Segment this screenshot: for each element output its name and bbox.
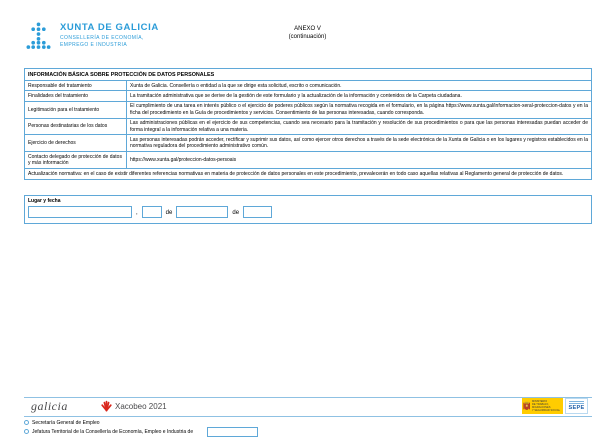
de-label-2: de (232, 210, 240, 216)
row-label: Contacto delegado de protección de datos y más información (25, 152, 127, 168)
radio-button-icon[interactable] (24, 429, 29, 434)
place-input[interactable] (28, 206, 132, 218)
galicia-logo: galicia (31, 399, 68, 413)
ministry-logo (522, 398, 563, 414)
dept-line-1: CONSELLERÍA DE ECONOMÍA, (60, 34, 144, 41)
ministry-line-1: MINISTERIO (531, 400, 548, 403)
annex-heading (0, 26, 615, 41)
footer-divider-bottom (24, 416, 592, 417)
row-label: Responsable del tratamiento (25, 81, 127, 90)
ministry-line-2: DE TRABAJO, MIGRACIONES (531, 403, 551, 409)
day-input[interactable] (142, 206, 162, 218)
sepe-text: SEPE (568, 405, 585, 411)
table-row (25, 80, 591, 90)
table-row (25, 118, 591, 135)
annex-title: ANEXO V (294, 26, 321, 32)
option-jefatura-label: Jefatura Territorial de la Consellería de Economía, Empleo e Industria de (32, 428, 194, 435)
comma-separator: , (136, 210, 138, 216)
ministry-line-3: Y SEGURIDAD SOCIAL (531, 409, 561, 412)
row-label: Ejercicio de derechos (25, 135, 127, 151)
dept-line-2: EMPREGO E INDUSTRIA (60, 42, 128, 48)
month-input[interactable] (176, 206, 228, 218)
option-jefatura[interactable] (24, 428, 193, 435)
place-and-date-label: Lugar y fecha (28, 198, 61, 204)
table-row (25, 134, 591, 151)
radio-button-icon[interactable] (24, 420, 29, 425)
xacobeo-shell-icon (101, 400, 112, 412)
row-value: Las administraciones públicas en el ejercicio de sus competencias, cuando sea necesario para la tramitación y resolución de sus procedimientos o para que las personas interesadas puedan acceder de forma integral a la información relativa a una materia. (130, 120, 588, 133)
jefatura-province-input[interactable] (207, 427, 258, 437)
data-protection-table (24, 68, 592, 180)
option-secretaria-label: Secretaría General de Empleo (32, 419, 100, 426)
de-label-1: de (165, 210, 173, 216)
spain-coat-of-arms-icon (523, 400, 530, 412)
row-value: Las personas interesadas podrán acceder, rectificar y suprimir sus datos, así como ejercer otros derechos a través de la sede electrónica de la Xunta de Galicia o en los lugares y registros establecidos en la normativa reguladora del procedimiento administrativo común. (130, 136, 588, 150)
xacobeo-logo (101, 400, 167, 412)
sepe-logo (565, 398, 588, 414)
table-row (25, 90, 591, 100)
xacobeo-text: Xacobeo 2021 (115, 401, 167, 411)
footer-divider-top (24, 397, 592, 398)
row-label: Finalidades del tratamiento (25, 91, 127, 100)
destination-options (24, 419, 193, 437)
table-row (25, 101, 591, 118)
table-row (25, 151, 591, 168)
table-title: INFORMACIÓN BÁSICA SOBRE PROTECCIÓN DE DATOS PERSONALES (28, 71, 215, 78)
annex-subtitle: (continuación) (288, 33, 327, 40)
year-input[interactable] (243, 206, 272, 218)
row-value: Xunta de Galicia. Consellería o entidad a la que se dirige esta solicitud, escrito o comunicación. (130, 82, 342, 89)
row-value: https://www.xunta.gal/proteccion-datos-persoais (130, 156, 237, 163)
row-value: La tramitación administrativa que se derive de la gestión de este formulario y la actualización de la información y contenidos de la Carpeta ciudadana. (130, 92, 462, 99)
table-footnote: Actualización normativa: en el caso de existir diferentes referencias normativas en materia de protección de datos personales en este procedimiento, prevalecerán en todo caso aquellas relativas al Reglamento general de protección de datos. (25, 168, 591, 179)
sepe-stripes-icon (569, 401, 584, 404)
row-label: Legitimación para el tratamiento (25, 102, 127, 118)
place-and-date-section (24, 195, 592, 224)
row-value: El cumplimiento de una tarea en interés público o el ejercicio de poderes públicos según la normativa recogida en el formulario, en la página https://www.xunta.gal/informacion-xeral-proteccion-datos y en la ficha del procedimiento en la Guía de procedimientos y servicios. Consentimiento de las personas interesadas, cuando corresponda. (130, 103, 588, 116)
org-name: XUNTA DE GALICIA (60, 22, 159, 33)
row-label: Personas destinatarias de los datos (25, 119, 127, 135)
option-secretaria[interactable] (24, 419, 193, 426)
